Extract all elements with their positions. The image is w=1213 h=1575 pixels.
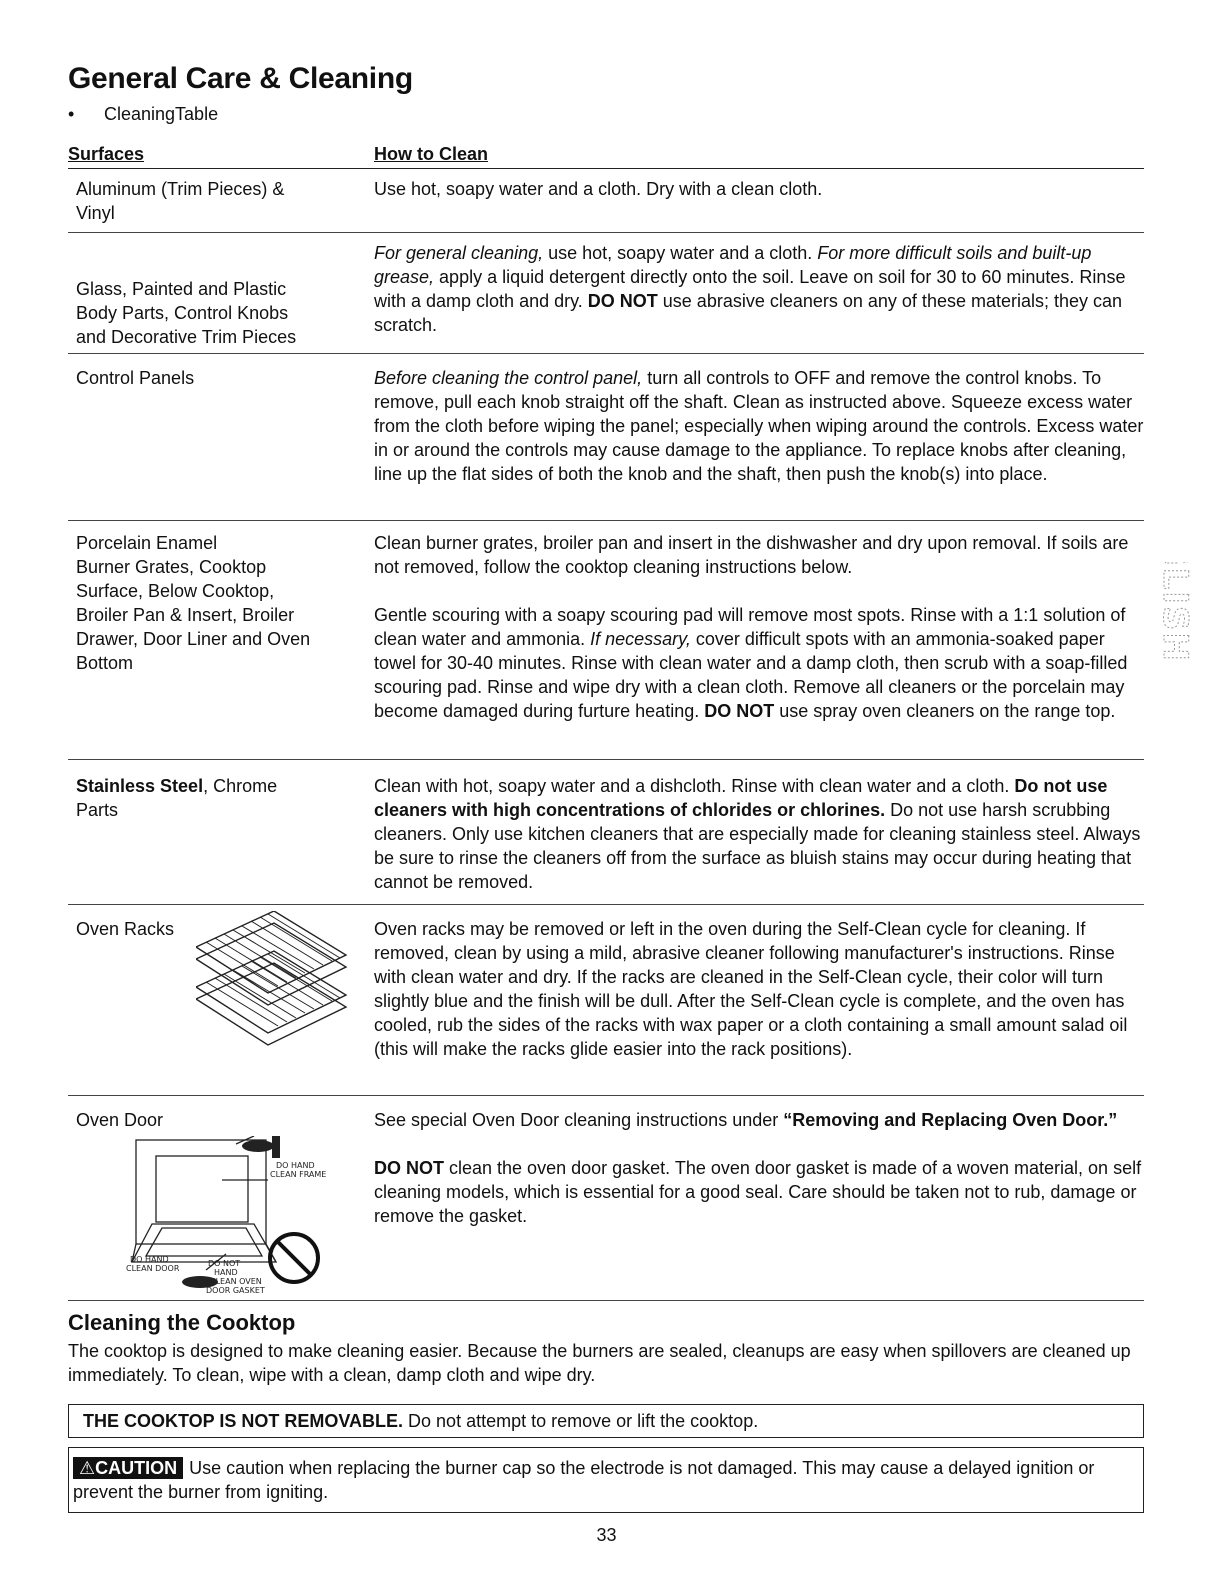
caution-box: [68, 1447, 1144, 1513]
text: Gentle scouring with a soapy scouring pad will remove most spots. Rinse with a 1:1 solution of clean water and ammonia.: [374, 605, 1126, 649]
caution-label: CAUTION: [95, 1458, 178, 1478]
surface-line: Oven Door: [76, 1110, 164, 1130]
label-clean-oven: CLEAN OVEN: [210, 1277, 262, 1286]
surface-line: Control Panels: [76, 368, 195, 388]
surface-line: Glass, Painted and Plastic: [76, 279, 287, 299]
text: use abrasive cleaners on any of these materials; they can scratch.: [374, 291, 1123, 335]
surface-line: Burner Grates, Cooktop: [76, 557, 267, 577]
text: See special Oven Door cleaning instructions under: [374, 1110, 784, 1130]
how-cell: [374, 531, 1144, 723]
label-clean-frame: CLEAN FRAME: [270, 1170, 327, 1179]
label-do-not: DO NOT: [208, 1259, 241, 1268]
italic-text: If necessary,: [590, 629, 691, 649]
surface-line: Surface, Below Cooktop,: [76, 581, 275, 601]
bullet: •: [68, 104, 75, 124]
bold-text: Stainless Steel: [76, 776, 204, 796]
table-row: [68, 905, 1144, 1096]
surface-cell: [76, 277, 366, 349]
cooktop-body: The cooktop is designed to make cleaning easier. Because the burners are sealed, cleanups are easy when spillovers are cleaned up immediately. To clean, wipe with a clean, damp cloth and wipe dry.: [68, 1341, 1131, 1385]
page-number: 33: [596, 1525, 617, 1545]
surface-line: Vinyl: [76, 203, 115, 223]
oven-rack-icon: [196, 911, 356, 1051]
text: Clean with hot, soapy water and a dishcloth. Rinse with clean water and a cloth.: [374, 776, 1015, 796]
bold-text: “Removing and Replacing Oven Door.”: [783, 1110, 1118, 1130]
text: turn all controls to OFF and remove the control knobs. To remove, pull each knob straight off the shaft. Clean as instructed above. Squeeze excess water from the cloth before wiping the panel; especially when wiping around the controls. Excess water in or around the controls may cause damage to the appliance. To replace knobs after cleaning, line up the flat sides of both the knob and the shaft, then push the knob(s) into place.: [374, 368, 1144, 484]
table-row: [68, 521, 1144, 760]
oven-door-icon: [126, 1136, 366, 1296]
surface-cell: [76, 1108, 366, 1132]
table-row: [68, 354, 1144, 521]
surface-line: Aluminum (Trim Pieces) &: [76, 179, 285, 199]
text: cover difficult spots with an ammonia-soaked paper towel for 30-40 minutes. Rinse with clean water and a damp cloth, then scrub with a soap-filled scouring pad. Rinse and wipe dry with a clean cloth. Remove all cleaners or the porcelain may become damaged during furture heating.: [374, 629, 1128, 721]
subtitle-text: CleaningTable: [104, 104, 219, 124]
text: apply a liquid detergent directly onto the soil. Leave on soil for 30 to 60 minutes. Rinse with a damp cloth and dry.: [374, 267, 1126, 311]
header-how-to-clean: How to Clean: [374, 144, 489, 164]
table-row: [68, 233, 1144, 354]
subtitle: [68, 104, 218, 125]
bold-text: DO NOT: [587, 291, 658, 311]
table-row: [68, 169, 1144, 233]
text: use spray oven cleaners on the range top.: [774, 701, 1116, 721]
side-tab: [1152, 562, 1192, 722]
cooktop-heading: Cleaning the Cooktop: [68, 1310, 296, 1335]
surface-line: Body Parts, Control Knobs: [76, 303, 289, 323]
text: , Chrome: [203, 776, 278, 796]
cooktop-notice-box: [68, 1404, 1144, 1438]
surface-cell: [76, 774, 366, 822]
table-row: [68, 1096, 1144, 1301]
bold-text: DO NOT: [374, 1158, 444, 1178]
bold-text: THE COOKTOP IS NOT REMOVABLE.: [83, 1411, 404, 1431]
label-hand: HAND: [214, 1268, 238, 1277]
bold-text: Do not use cleaners with high concentrations of chlorides or chlorines.: [374, 776, 1108, 820]
surface-line: and Decorative Trim Pieces: [76, 327, 297, 347]
text: Do not use harsh scrubbing cleaners. Only use kitchen cleaners that are especially made for cleaning stainless steel. Always be sure to rinse the cleaners off from the surface as bluish stains may occur during heating that cannot be removed.: [374, 800, 1141, 892]
how-cell: Oven racks may be removed or left in the oven during the Self-Clean cycle for cleaning. If removed, clean by using a mild, abrasive cleaner following manufacturer's instructions. Rinse with clean water and dry. If the racks are cleaned in the Self-Clean cycle, their color will turn slightly blue and the finish will be dull. After the Self-Clean cycle is complete, and the oven has cooled, rub the sides of the racks with wax paper or a cloth containing a small amount salad oil (this will make the racks glide easier into the rack positions).: [374, 919, 1128, 1059]
header-surfaces: Surfaces: [68, 144, 145, 164]
paragraph: Clean burner grates, broiler pan and insert in the dishwasher and dry upon removal. If soils are not removed, follow the cooktop cleaning instructions below.: [374, 533, 1129, 577]
how-cell: Use hot, soapy water and a cloth. Dry with a clean cloth.: [374, 179, 823, 199]
label-do-hand-frame: DO HAND: [276, 1161, 315, 1170]
how-cell: [374, 366, 1144, 486]
surface-line: Broiler Pan & Insert, Broiler: [76, 605, 295, 625]
surface-line: Oven Racks: [76, 919, 175, 939]
text: clean the oven door gasket. The oven door gasket is made of a woven material, on self cleaning models, which is essential for a good seal. Care should be taken not to rub, damage or remove the gasket.: [374, 1158, 1142, 1226]
side-tab-text: ENGLISH: [1155, 562, 1192, 663]
page-title: General Care & Cleaning: [68, 62, 413, 95]
italic-text: For general cleaning,: [374, 243, 544, 263]
label-door-gasket: DOOR GASKET: [206, 1286, 265, 1295]
warning-triangle-icon: ⚠: [79, 1458, 96, 1478]
bold-text: DO NOT: [704, 701, 775, 721]
caution-badge: [73, 1457, 183, 1479]
surface-cell: [76, 366, 366, 390]
text: Do not attempt to remove or lift the cooktop.: [403, 1411, 759, 1431]
cleaning-table: [68, 142, 1144, 1301]
side-tab-graphic: [1152, 562, 1192, 722]
oven-door-illustration: [126, 1136, 366, 1296]
surface-line: Parts: [76, 800, 119, 820]
italic-text: Before cleaning the control panel,: [374, 368, 643, 388]
surface-line: Drawer, Door Liner and Oven: [76, 629, 311, 649]
how-cell: [374, 241, 1144, 337]
surface-cell: [76, 177, 366, 225]
surface-line: Porcelain Enamel: [76, 533, 218, 553]
surface-cell: [76, 531, 366, 675]
surface-line: Bottom: [76, 653, 134, 673]
label-do-hand-door: DO HAND: [130, 1255, 169, 1264]
table-header: [68, 142, 1144, 169]
how-cell: [374, 1108, 1144, 1228]
how-cell: [374, 774, 1144, 894]
italic-text: For more difficult soils and built-up grease,: [374, 243, 1092, 287]
text: use hot, soapy water and a cloth.: [543, 243, 818, 263]
caution-text: Use caution when replacing the burner cap so the electrode is not damaged. This may cause a delayed ignition or prevent the burner from igniting.: [73, 1458, 1095, 1502]
label-clean-door: CLEAN DOOR: [126, 1264, 180, 1273]
oven-racks-illustration: [196, 911, 356, 1051]
table-row: [68, 760, 1144, 905]
